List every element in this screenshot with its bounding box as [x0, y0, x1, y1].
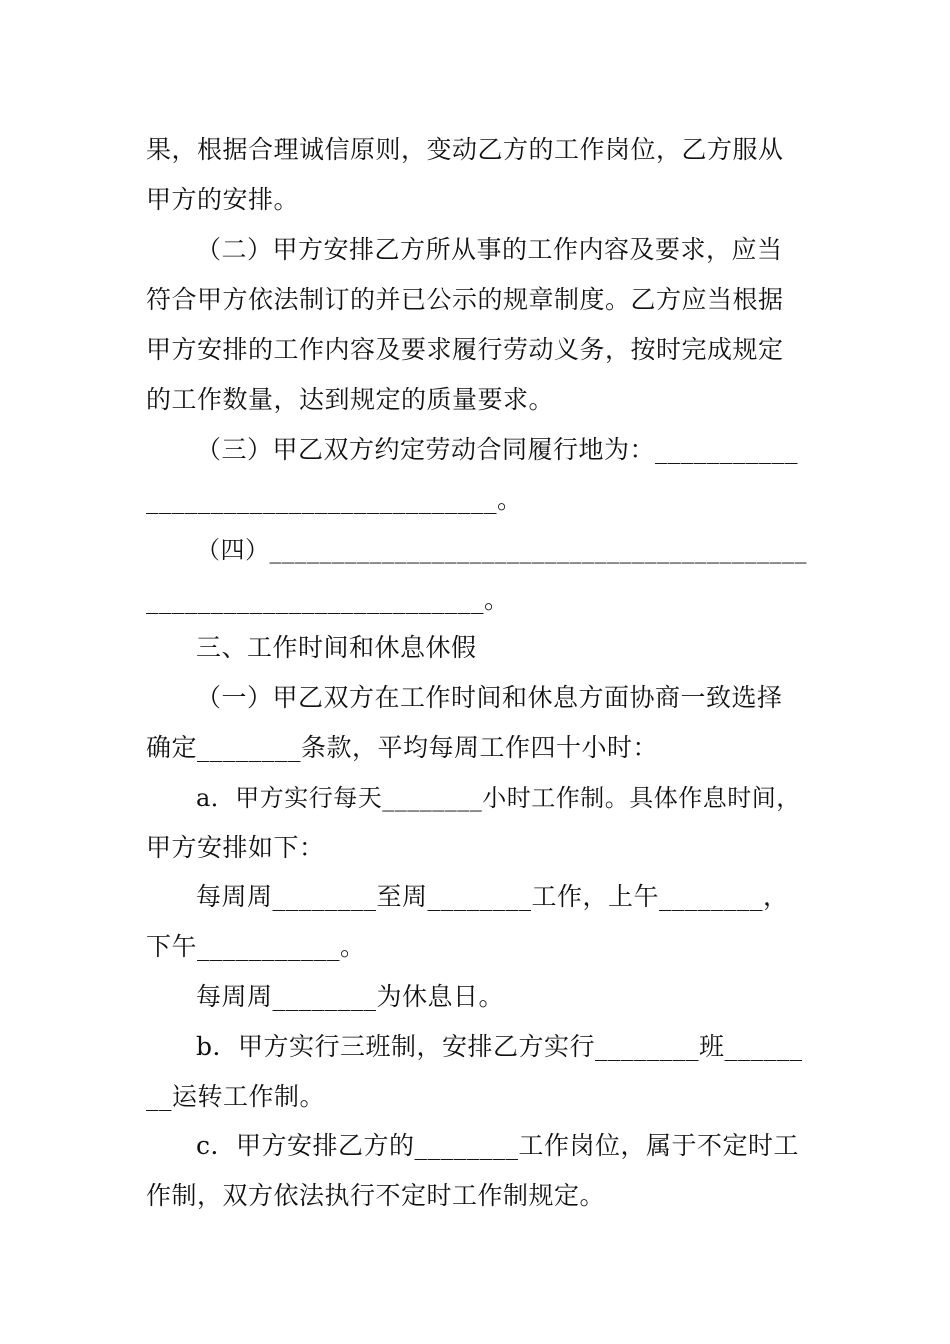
text-line: 果，根据合理诚信原则，变动乙方的工作岗位，乙方服从: [146, 135, 784, 164]
text-line: （二）甲方安排乙方所从事的工作内容及要求，应当: [196, 235, 783, 264]
text-line: __________________________。: [146, 585, 510, 614]
text-line: a．甲方实行每天________小时工作制。具体作息时间，: [196, 784, 801, 812]
text-line: 甲方安排的工作内容及要求履行劳动义务，按时完成规定: [146, 335, 784, 364]
text-line: 每周周________为休息日。: [196, 982, 505, 1011]
text-line: c．甲方安排乙方的________工作岗位，属于不定时工: [196, 1131, 800, 1160]
text-line: 符合甲方依法制订的并已公示的规章制度。乙方应当根据: [146, 285, 784, 314]
text-line: 每周周________至周________工作，上午________，: [196, 882, 789, 911]
text-line: 甲方安排如下：: [146, 833, 325, 862]
text-line: （一）甲乙双方在工作时间和休息方面协商一致选择: [196, 683, 783, 712]
text-line: __运转工作制。: [146, 1082, 326, 1111]
text-line: ___________________________。: [146, 485, 523, 514]
text-line: b．甲方实行三班制，安排乙方实行________班______: [196, 1032, 803, 1061]
text-line: 确定________条款，平均每周工作四十小时：: [146, 733, 659, 762]
text-line: 下午___________。: [146, 932, 366, 961]
text-line: （四）___________________________________________: [196, 536, 807, 564]
text-line: （三）甲乙双方约定劳动合同履行地为：___________: [196, 435, 799, 464]
text-line: 的工作数量，达到规定的质量要求。: [146, 385, 555, 414]
section-heading: 三、工作时间和休息休假: [196, 633, 477, 662]
text-line: 甲方的安排。: [146, 185, 300, 214]
text-line: 作制，双方依法执行不定时工作制规定。: [146, 1181, 606, 1210]
